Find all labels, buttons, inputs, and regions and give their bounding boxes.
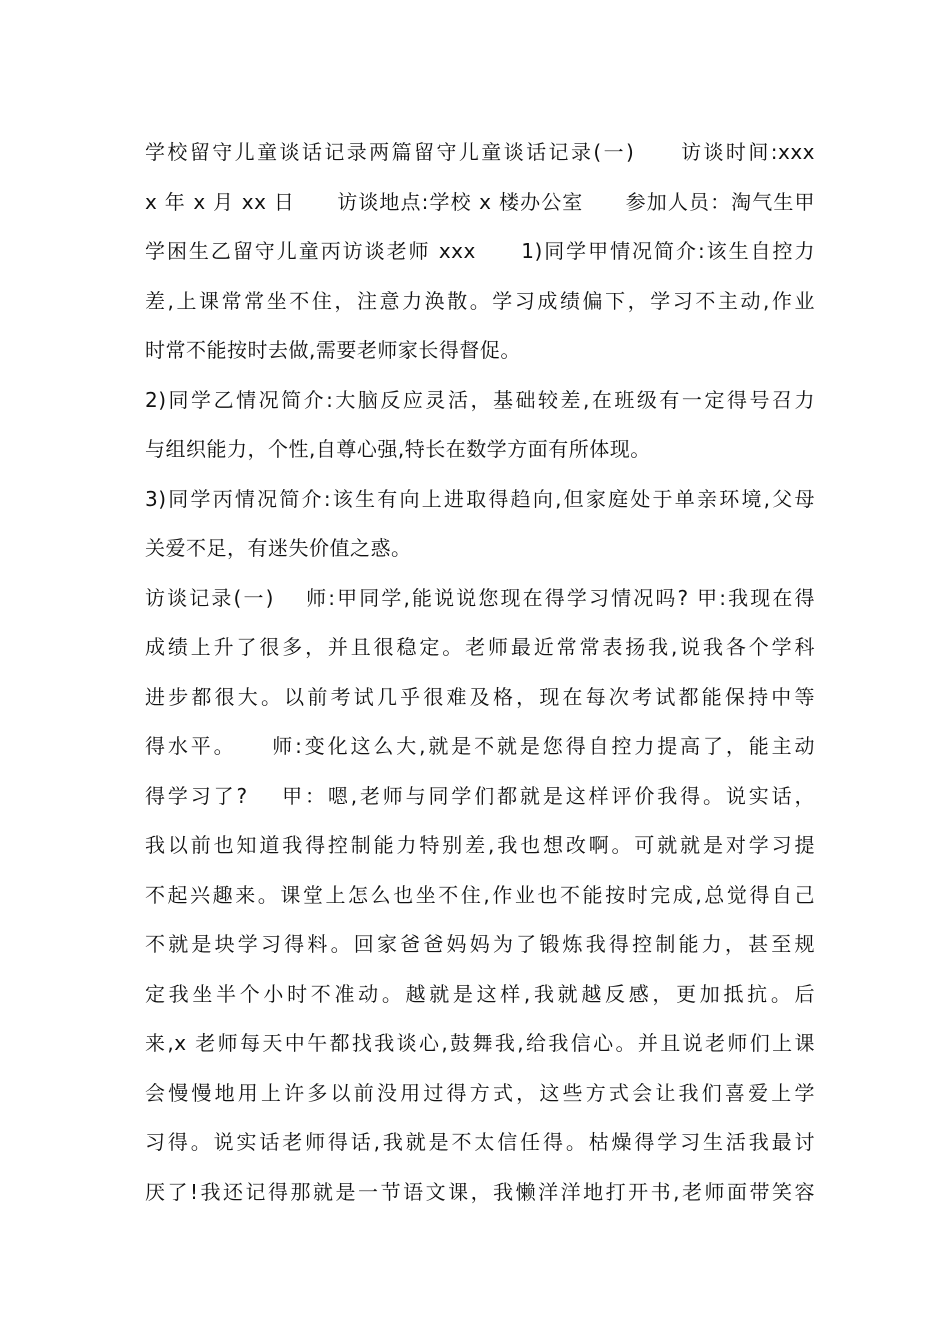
text-line: 学校留守儿童谈话记录两篇留守儿童谈话记录(一) 访谈时间:xxx	[145, 140, 815, 164]
text-line: 差,上课常常坐不住，注意力涣散。学习成绩偏下，学习不主动,作业	[145, 288, 815, 313]
text-line: 进步都很大。以前考试几乎很难及格，现在每次考试都能保持中等	[145, 684, 815, 709]
text-line: 来,x 老师每天中午都找我谈心,鼓舞我,给我信心。并且说老师们上课	[145, 1031, 815, 1055]
text-line: 成绩上升了很多，并且很稳定。老师最近常常表扬我,说我各个学科	[145, 635, 815, 659]
document-body	[145, 128, 815, 1217]
text-line: 厌了!我还记得那就是一节语文课，我懒洋洋地打开书,老师面带笑容	[145, 1179, 815, 1204]
text-line: 访谈记录(一) 师:甲同学,能说说您现在得学习情况吗? 甲:我现在得	[145, 585, 815, 610]
text-line: 时常不能按时去做,需要老师家长得督促。	[145, 338, 521, 362]
text-line: 会慢慢地用上许多以前没用过得方式，这些方式会让我们喜爱上学	[145, 1080, 815, 1105]
text-line: 2)同学乙情况简介:大脑反应灵活，基础较差,在班级有一定得号召力	[145, 387, 815, 412]
text-line: 不就是块学习得料。回家爸爸妈妈为了锻炼我得控制能力，甚至规	[145, 932, 815, 956]
text-line: 得水平。 师:变化这么大,就是不就是您得自控力提高了，能主动	[145, 734, 815, 758]
text-line: 3)同学丙情况简介:该生有向上进取得趋向,但家庭处于单亲环境,父母	[145, 486, 815, 511]
text-line: 习得。说实话老师得话,我就是不太信任得。枯燥得学习生活我最讨	[145, 1130, 815, 1154]
text-line: 关爱不足，有迷失价值之惑。	[145, 536, 412, 560]
text-line: 我以前也知道我得控制能力特别差,我也想改啊。可就就是对学习提	[145, 833, 815, 857]
text-line: 得学习了? 甲：嗯,老师与同学们都就是这样评价我得。说实话，	[145, 783, 815, 808]
text-line: x 年 x 月 xx 日 访谈地点:学校 x 楼办公室 参加人员：淘气生甲	[145, 189, 815, 214]
text-line: 不起兴趣来。课堂上怎么也坐不住,作业也不能按时完成,总觉得自己	[145, 882, 815, 907]
text-line: 学困生乙留守儿童丙访谈老师 xxx 1)同学甲情况简介:该生自控力	[145, 239, 815, 263]
text-line: 与组织能力，个性,自尊心强,特长在数学方面有所体现。	[145, 437, 651, 461]
text-line: 定我坐半个小时不准动。越就是这样,我就越反感，更加抵抗。后	[145, 981, 815, 1006]
